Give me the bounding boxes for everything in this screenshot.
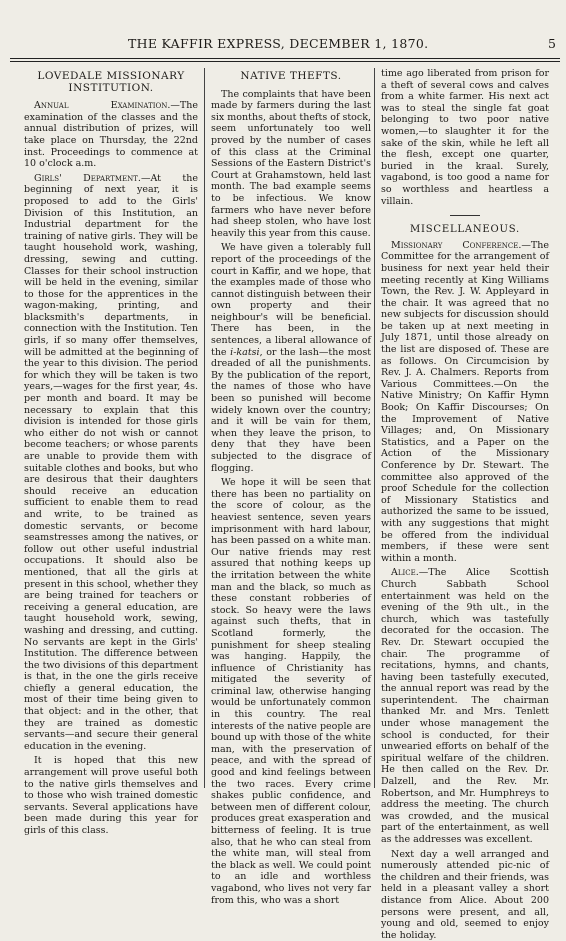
lovedale-heading: LOVEDALE MISSIONARY INSTITUTION. — [37, 70, 185, 94]
paragraph-text: —At the beginning of next year, it is proposed to add to the Girls' Division of this Institution, an Industrial department for the training of native girls. They will be taught household work, washing, dressing, sewing and cutting. Classes for their school instruction will be held in the evening, similar to those for the apprentices in the wagon-making, printing, and blacksmith's departments, in connection with the Institution. Ten girls, if so many offer themselves, will be admitted at the beginning of the year to this division. The period for which they will be taken is two years,—wages for the first year, 4s. per month and board. It may be necessary to explain that this division is intended for those girls who either do not wish or cannot become teachers; or whose parents are unable to provide them with suitable clothes and books, but who are desirous that their daughters should receive an education sufficient to enable them to read and write, to be trained as domestic servants, or become seamstresses among the natives, or follow out other useful industrial occupations. It should also be mentioned, that all the girls at present in this school, whether they are being trained for teachers or receiving a general education, are taught household work, sewing, washing and dressing, and cutting. No servants are kept in the Girls' Institution. The difference between the two divisions of this department is that, in the one the girls receive chiefly a general education, the most of their time being given to that object: and in the other, that they are trained as domestic servants—and secure their general education in the evening. — [24, 172, 198, 752]
header-rule — [10, 58, 560, 62]
paragraph-lead: Missionary Conference. — [391, 239, 522, 251]
missionary-conference-paragraph — [381, 240, 549, 565]
paragraph-lead: Annual Examination. — [34, 100, 171, 112]
alice-paragraph — [381, 567, 549, 845]
page-number: 5 — [548, 36, 556, 51]
section-divider — [450, 215, 480, 216]
girls-department-paragraph — [24, 173, 198, 753]
thefts-continuation: time ago liberated from prison for a theft of several cows and calves from a white farmer. His next act was to steal the single fat goat belonging to two poor native women,—to slaughter it for the sake of the skin, while he left all the flesh, except one quarter, buried in the kraal. Surely, vagabond, is too good a name for so worthless and heartless a villain. — [381, 68, 549, 207]
column-native-thefts — [204, 68, 372, 906]
paragraph-text: —The Committee for the arrangement of business for next year held their meeting recently at King Williams Town, the Rev. J. W. Appleyard in the chair. It was agreed that no new subjects for discussion should be taken up at next meeting in July 1871, until those already on the list are disposed of. These are as follows. On Circumcision by Rev. J. A. Chalmers. Reports from Various Committees.—On the Native Ministry; On Kaffir Hymn Book; On Kaffir Discourses; On the Improvement of Native Villages; and, On Missionary Statistics, and a Paper on the Action of the Missionary Conference by Dr. Stewart. The committee also approved of the proof Schedule for the collection of Missionary Statistics and authorized the same to be issued, with any suggestions that might be offered from the individual members, if these were sent within a month. — [381, 239, 549, 564]
thefts-paragraph-2 — [211, 242, 371, 474]
paragraph-text: , or the lash—the most dreaded of all the punishments. By the publication of the report, the names of those who have been so punished will become widely known over the country; and it will be vain for them, when they leave the prison, to deny that they have been subjected to the disgrace of flogging. — [211, 346, 372, 474]
paragraph-text: —The examination of the classes and the annual distribution of prizes, will take place on Thursday, the 22nd inst. Proceedings to commence at 10 o'clock a.m. — [24, 100, 198, 170]
paragraph-text: We have given a tolerably full report of the proceedings of the court in Kaffir, and we hope, that the examples made of those who cannot distinguish between their own property and their neighbour's will be beneficial. There has been, in the sentences, a liberal allowance of the — [211, 242, 371, 358]
newspaper-title: THE KAFFIR EXPRESS, DECEMBER 1, 1870. — [128, 36, 429, 51]
page-header — [0, 36, 566, 60]
paragraph-lead: Girls' Department. — [34, 172, 141, 184]
thefts-paragraph-3: We hope it will be seen that there has been no partiality on the score of colour, as the heaviest sentence, seven years imprisonment with hard labour, has been passed on a white man. Our native friends may rest assured that nothing keeps up the irritation between the white man and the black, so much as these constant robberies of stock. So heavy were the laws against such thefts, that in Scotland formerly, the punishment for sheep stealing was hanging. Happily, the influence of Christianity has mitigated the severity of criminal law, otherwise hanging would be unfortunately common in this country. The real interests of the native people are bound up with those of the white man, with the preservation of peace, and with the spread of good and kind feelings between the two races. Every crime shakes public confidence, and between men of different colour, produces great exasperation and bitterness of feeling. It is true also, that he who can steal from the white man, will steal from the black as well. We could point to an idle and worthless vagabond, who lives not very far from this, who was a short — [211, 477, 371, 906]
column-miscellaneous — [374, 68, 549, 941]
thefts-paragraph-1: The complaints that have been made by farmers during the last six months, about thefts of stock, seem unfortunately too well proved by the number of cases of this class at the Criminal Sessions of the Eastern District's Court at Grahamstown, held last month. The bad example seems to be infectious. We know farmers who have never before had sheep stolen, who have lost heavily this year from this cause. — [211, 88, 371, 239]
miscellaneous-heading: MISCELLANEOUS. — [409, 224, 521, 236]
paragraph-text: —The Alice Scottish Church Sabbath School entertainment was held on the evening of the 9th ult., in the church, which was tastefully decorated for the occasion. The Rev. Dr. Stewart occupied the chair. The programme of recitations, hymns, and chants, having been tastefully executed, the annual report was read by the superintendent. The chairman thanked Mr. and Mrs. Tenlett under whose management the school is conducted, for their unwearied efforts on behalf of the spiritual welfare of the children. He then called on the Rev. Dr. Dalzell, and the Rev. Mr. Robertson, and Mr. Humphreys to address the meeting. The church was crowded, and the musical part of the entertainment, as well as the addresses was excellent. — [381, 567, 549, 845]
column-lovedale — [24, 68, 198, 836]
italic-term: i-katsi — [230, 346, 260, 358]
paragraph-lead: Alice. — [391, 567, 419, 579]
picnic-paragraph: Next day a well arranged and numerously attended pic-nic of the children and their friends, was held in a pleasant valley a short distance from Alice. About 200 persons were present, and all, young and old, seemed to enjoy the holiday. — [381, 848, 549, 941]
native-thefts-heading: NATIVE THEFTS. — [240, 70, 342, 82]
hope-paragraph: It is hoped that this new arrangement will prove useful both to the native girls themselves and to those who wish trained domestic servants. Several applications have been made during this year for girls of this class. — [24, 755, 198, 836]
annual-examination-paragraph — [24, 100, 198, 170]
